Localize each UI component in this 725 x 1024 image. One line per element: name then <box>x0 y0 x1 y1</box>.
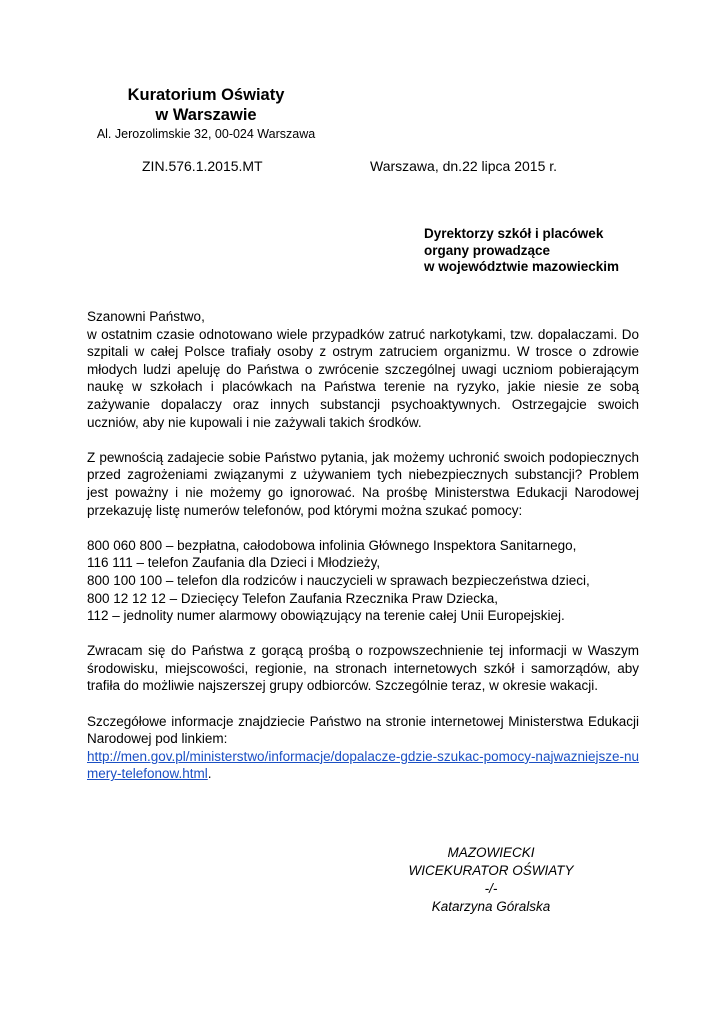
signature-block <box>400 844 582 916</box>
recipient-line: Dyrektorzy szkół i placówek <box>424 226 604 241</box>
org-name-line1: Kuratorium Oświaty <box>127 86 285 104</box>
signatory-name: Katarzyna Góralska <box>431 899 551 914</box>
recipient-line: organy prowadzące <box>424 242 551 258</box>
signature-mark: -/- <box>484 881 498 896</box>
men-info-link[interactable]: http://men.gov.pl/ministerstwo/informacje/dopalacze-gdzie-szukac-pomocy-najwazniejsze-numery-telefonow.html <box>87 748 639 782</box>
recipients-block <box>424 226 619 276</box>
place-date: Warszawa, dn.22 lipca 2015 r. <box>370 158 558 174</box>
salutation: Szanowni Państwo, <box>87 309 205 324</box>
reference-number: ZIN.576.1.2015.MT <box>142 158 263 174</box>
signature-title-line2: WICEKURATOR OŚWIATY <box>408 863 574 878</box>
org-address: Al. Jerozolimskie 32, 00-024 Warszawa <box>96 127 316 141</box>
letterhead <box>86 85 326 143</box>
link-line <box>87 748 639 783</box>
paragraph-1: w ostatnim czasie odnotowano wiele przypadków zatruć narkotykami, tzw. dopalaczami. Do szpitali w całej Polsce trafiały osoby z ostrym zatruciem organizmu. W trosce o zdrowie młodych ludzi apeluję do Państwa o zwrócenie szczególnej uwagi uczniom pobierającym naukę w szkołach i placówkach na Państwa terenie na ryzyko, jakie niesie ze sobą zażywanie dopalaczy oraz innych substancji psychoaktywnych. Ostrzegajcie swoich uczniów, aby nie kupowali i nie zażywali takich środków. <box>87 326 639 430</box>
link-suffix: . <box>207 766 212 782</box>
letter-body <box>87 308 639 783</box>
phone-item: 112 – jednolity numer alarmowy obowiązujący na terenie całej Unii Europejskiej. <box>87 608 565 624</box>
phone-item: 800 100 100 – telefon dla rodziców i nauczycieli w sprawach bezpieczeństwa dzieci, <box>87 572 590 588</box>
org-name-line2: w Warszawie <box>155 106 257 124</box>
paragraph-3: Zwracam się do Państwa z gorącą prośbą o rozpowszechnienie tej informacji w Waszym środowisku, miejscowości, regionie, na stronach internetowych szkół i samorządów, aby trafiła do możliwie najszerszej grupy odbiorców. Szczególnie teraz, w okresie wakacji. <box>87 643 639 694</box>
phone-item: 800 060 800 – bezpłatna, całodobowa infolinia Głównego Inspektora Sanitarnego, <box>87 537 577 553</box>
paragraph-2: Z pewnością zadajecie sobie Państwo pytania, jak możemy uchronić swoich podopiecznych przed zagrożeniami związanymi z używaniem tych niebezpiecznych substancji? Problem jest poważny i nie możemy go ignorować. Na prośbę Ministerstwa Edukacji Narodowej przekazuję listę numerów telefonów, pod którymi można szukać pomocy: <box>87 449 639 518</box>
signature-title-line1: MAZOWIECKI <box>447 845 535 860</box>
paragraph-4: Szczegółowe informacje znajdziecie Państwo na stronie internetowej Ministerstwa Edukacji Narodowej pod linkiem: <box>87 713 639 747</box>
phone-item: 116 111 – telefon Zaufania dla Dzieci i Młodzieży, <box>87 555 381 571</box>
phone-item: 800 12 12 12 – Dziecięcy Telefon Zaufania Rzecznika Praw Dziecka, <box>87 590 498 606</box>
recipient-line: w województwie mazowieckim <box>424 259 620 274</box>
